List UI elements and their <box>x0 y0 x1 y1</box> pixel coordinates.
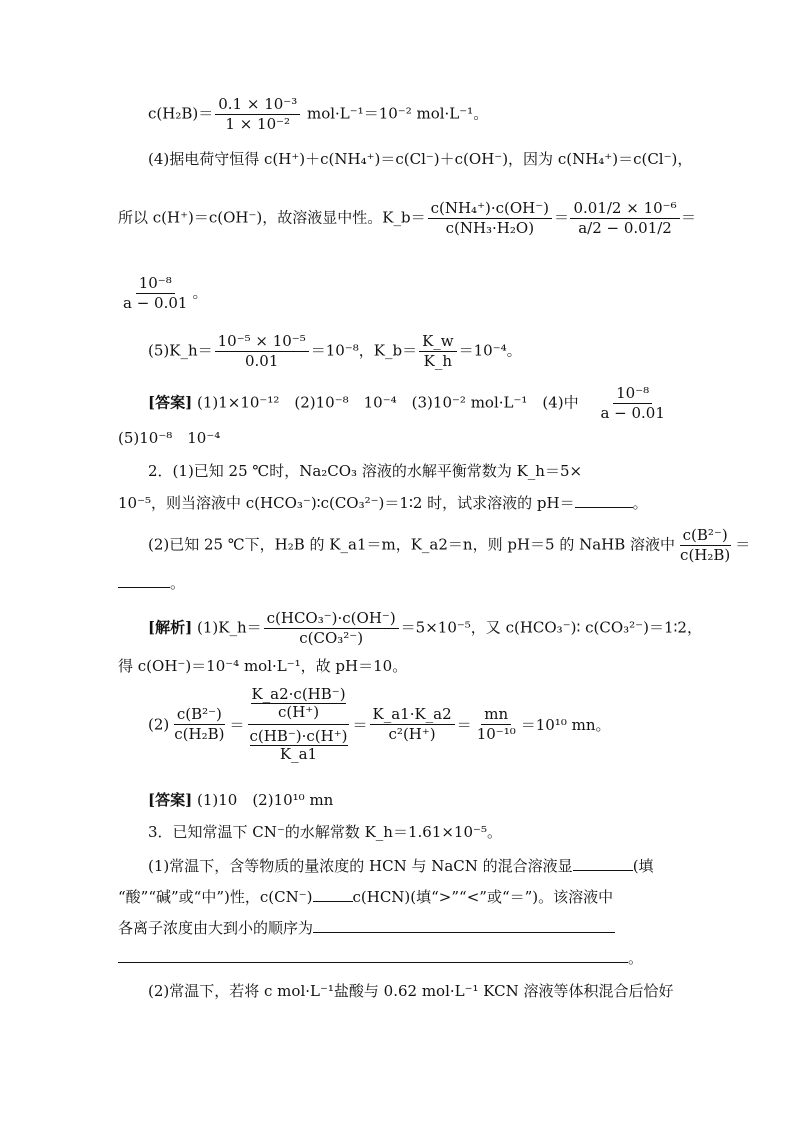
fraction: $\frac{\text{10⁻⁸}}{a - 0.01}$ <box>123 274 188 312</box>
charge-conservation-line: (4)据电荷守恒得 c(H⁺)＋c(NH₄⁺)＝c(Cl⁻)＋c(OH⁻)，因为 c(NH₄⁺)＝c(Cl⁻)， <box>148 150 693 168</box>
kb-result-line: $\frac{\text{10⁻⁸}}{a - 0.01}$ 。 <box>118 275 207 312</box>
solution-tag: [解析] <box>148 618 193 637</box>
fraction: $\frac{\text{c(B²⁻)}}{\text{c(H₂B)}}$ <box>174 705 225 743</box>
kh-kb-line: (5)K_h＝ $\frac{\text{10⁻⁵ × 10⁻⁵}}{0.01}$ ＝10⁻⁸，K_b＝ $\frac{K\_w}{K\_h}$ ＝10⁻⁴。 <box>148 332 522 370</box>
question-3-intro: 3．已知常温下 CN⁻的水解常数 K_h＝1.61×10⁻⁵。 <box>148 823 502 841</box>
fraction: $\frac{\text{10⁻⁵ × 10⁻⁵}}{0.01}$ <box>215 333 309 370</box>
fraction: $\frac{\text{c(HCO₃⁻)·c(OH⁻)}}{\text{c(CO₃²⁻)}}$ <box>264 610 399 647</box>
answer-blank[interactable] <box>575 493 633 508</box>
answer-blank[interactable] <box>118 573 170 588</box>
fraction: $\frac{K\_w}{K\_h}$ <box>419 333 457 370</box>
fraction: $\frac{\text{c(NH₄⁺)·c(OH⁻)}}{\text{c(NH₃·H₂O)}}$ <box>428 200 552 237</box>
answer-blank[interactable] <box>313 918 615 933</box>
calc-c-h2b: c(H₂B)＝ $\frac{\text{0.1 × 10⁻³}}{\text{1 × 10⁻²}}$ mol·L⁻¹＝10⁻² mol·L⁻¹。 <box>148 95 489 133</box>
answer-blank[interactable] <box>118 948 628 963</box>
fraction: $\frac{\text{c(B²⁻)}}{\text{c(H₂B)}}$ <box>680 526 731 564</box>
question-2-part1: 2．(1)已知 25 ℃时，Na₂CO₃ 溶液的水解平衡常数为 K_h＝5× <box>148 462 583 480</box>
question-3-order-blank: 。 <box>118 948 643 968</box>
fraction: $\frac{K\_a1\cdot K\_a2}{\text{c²(H⁺)}}$ <box>370 706 455 743</box>
solution-2-part2: (2) $\frac{\text{c(B²⁻)}}{\text{c(H₂B)}}$ ＝ K_a2·c(HB⁻) c(H⁺) c(HB⁻)·c(H⁺) K_a1 ＝ $\frac{K\_a1\cdot K\_a2}{\text{c²(H⁺)}}$ ＝ $\frac{mn}{\text{10⁻¹⁰}}$ ＝10¹⁰ mn。 <box>148 685 611 763</box>
question-3-part1: (1)常温下，含等物质的量浓度的 HCN 与 NaCN 的混合溶液显 (填 <box>148 857 654 875</box>
answer-2: [答案] (1)10 (2)10¹⁰ mn <box>148 791 334 809</box>
solution-2-part1: [解析] (1)K_h＝ $\frac{\text{c(HCO₃⁻)·c(OH⁻)}}{\text{c(CO₃²⁻)}}$ ＝5×10⁻⁵，又 c(HCO₃⁻)∶ c(CO₃²⁻)＝1∶2， <box>148 609 702 647</box>
question-2-part2: (2)已知 25 ℃下，H₂B 的 K_a1＝m，K_a2＝n，则 pH＝5 的 NaHB 溶液中 $\frac{\text{c(B²⁻)}}{\text{c(H₂B)}}$ ＝ <box>148 526 751 564</box>
kb-expression-line: 所以 c(H⁺)＝c(OH⁻)，故溶液显中性。K_b＝ $\frac{\text{c(NH₄⁺)·c(OH⁻)}}{\text{c(NH₃·H₂O)}}$ ＝ $\frac{\text{0.01/2 × 10⁻⁶}}{a/2 - 0.01/2}$ ＝ <box>118 199 697 237</box>
solution-2-part1-result: 得 c(OH⁻)＝10⁻⁴ mol·L⁻¹，故 pH＝10。 <box>118 657 408 675</box>
fraction: $\frac{\text{0.1 × 10⁻³}}{\text{1 × 10⁻²}}$ <box>215 96 300 133</box>
compound-fraction: K_a2·c(HB⁻) c(H⁺) c(HB⁻)·c(H⁺) K_a1 <box>249 685 348 763</box>
fraction: $\frac{\text{10⁻⁸}}{a - 0.01}$ <box>600 384 665 422</box>
question-2-blank: 。 <box>118 573 185 593</box>
question-3-part2: (2)常温下，若将 c mol·L⁻¹盐酸与 0.62 mol·L⁻¹ KCN 溶液等体积混合后恰好 <box>148 982 674 1000</box>
answer-tag: [答案] <box>148 393 193 412</box>
answer-1: [答案] (1)1×10⁻¹² (2)10⁻⁸ 10⁻⁴ (3)10⁻² mol·L⁻¹ (4)中 $\frac{\text{10⁻⁸}}{a - 0.01}$ <box>148 385 670 422</box>
answer-tag: [答案] <box>148 791 193 809</box>
answer-blank[interactable] <box>573 856 633 871</box>
answer-1-continued: (5)10⁻⁸ 10⁻⁴ <box>118 429 221 447</box>
fraction: $\frac{\text{0.01/2 × 10⁻⁶}}{a/2 - 0.01/2}$ <box>571 200 679 237</box>
question-3-part1-cont: “酸”“碱”或“中”)性，c(CN⁻) c(HCN)(填“>”“<”或“＝”)。该溶液中 <box>118 888 614 906</box>
fraction: $\frac{mn}{\text{10⁻¹⁰}}$ <box>476 705 516 743</box>
question-2-part1-cont: 10⁻⁵，则当溶液中 c(HCO₃⁻)∶c(CO₃²⁻)＝1∶2 时，试求溶液的 pH＝ 。 <box>118 494 648 512</box>
answer-blank[interactable] <box>313 887 353 902</box>
question-3-order-line: 各离子浓度由大到小的顺序为 <box>118 918 615 938</box>
